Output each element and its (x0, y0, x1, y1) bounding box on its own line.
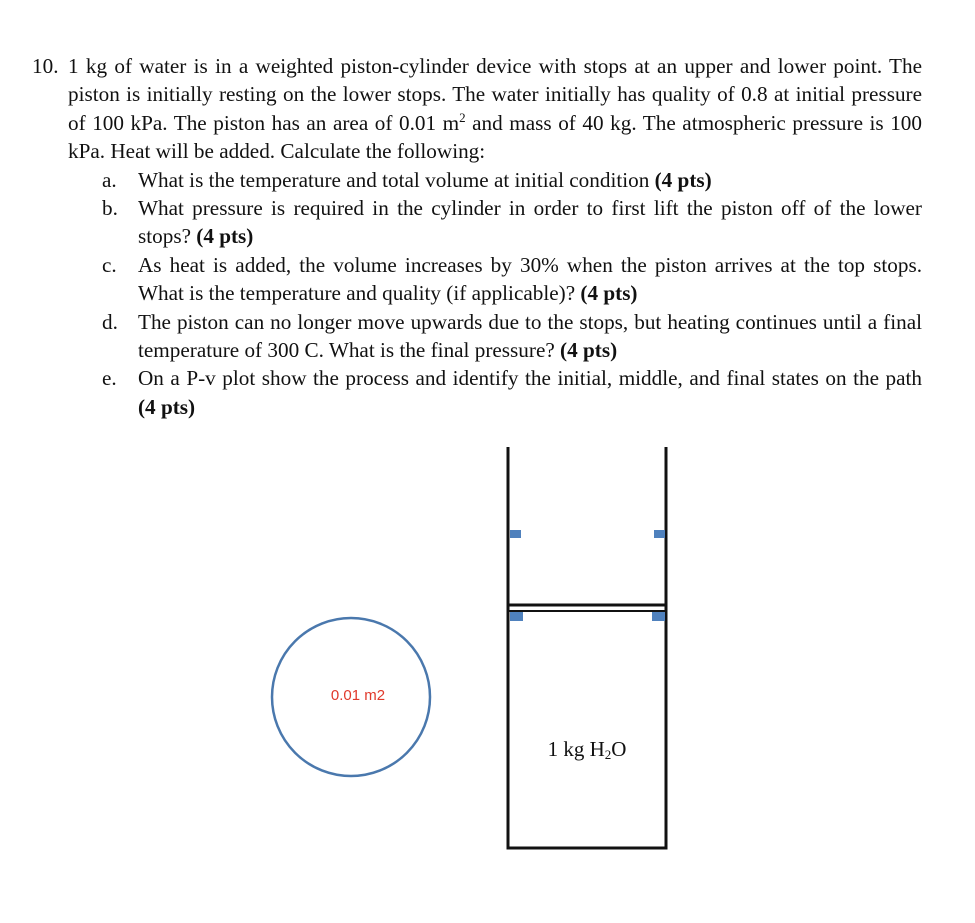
lower-stop-left (510, 612, 523, 621)
part-points: (4 pts) (560, 338, 618, 363)
water-mass-label (510, 737, 664, 762)
water-label-prefix: 1 kg H (547, 737, 605, 761)
part-d (32, 308, 922, 365)
part-text: As heat is added, the volume increases by 30% when the piston arrives at the top stops. What is the temperature and quality (if applicable)? (138, 252, 922, 306)
part-points: (4 pts) (580, 281, 638, 306)
water-label-suffix: O (611, 737, 627, 761)
part-letter: d. (102, 309, 118, 334)
stem-superscript: 2 (459, 109, 466, 125)
piston-area-label: 0.01 m2 (330, 687, 386, 704)
part-text: What is the temperature and total volume at initial condition (138, 167, 655, 192)
part-b (32, 194, 922, 251)
part-a (32, 166, 922, 194)
part-e (32, 364, 922, 421)
problem-10 (32, 52, 922, 421)
part-letter: e. (102, 366, 117, 391)
part-points: (4 pts) (196, 224, 254, 249)
part-c (32, 251, 922, 308)
problem-parts-list (32, 166, 922, 422)
problem-stem (32, 52, 922, 166)
part-letter: b. (102, 196, 118, 221)
stem-text-2: and mass of 40 kg. The atmospheric pressure is 100 kPa. Heat will be added. Calculate the following: (68, 110, 922, 164)
upper-stop-left (510, 530, 521, 538)
part-text: On a P-v plot show the process and identify the initial, middle, and final states on the path (138, 366, 922, 391)
part-points: (4 pts) (138, 394, 196, 419)
part-letter: c. (102, 252, 117, 277)
part-text: The piston can no longer move upwards due to the stops, but heating continues until a final temperature of 300 C. What is the final pressure? (138, 309, 922, 363)
piston-area-circle (272, 618, 430, 776)
water-label-subscript: 2 (604, 747, 612, 762)
stem-text-1: 1 kg of water is in a weighted piston-cylinder device with stops at an upper and lower point. The piston is initially resting on the lower stops. The water initially has quality of 0.8 at initial pressure of 100 kPa. The piston has an area of 0.01 m (68, 54, 922, 135)
part-text: What pressure is required in the cylinder in order to first lift the piston off of the lower stops? (138, 196, 922, 249)
part-points: (4 pts) (654, 167, 712, 192)
upper-stop-right (654, 530, 665, 538)
part-letter: a. (102, 167, 117, 192)
lower-stop-right (652, 612, 665, 621)
problem-number: 10. (32, 54, 59, 78)
